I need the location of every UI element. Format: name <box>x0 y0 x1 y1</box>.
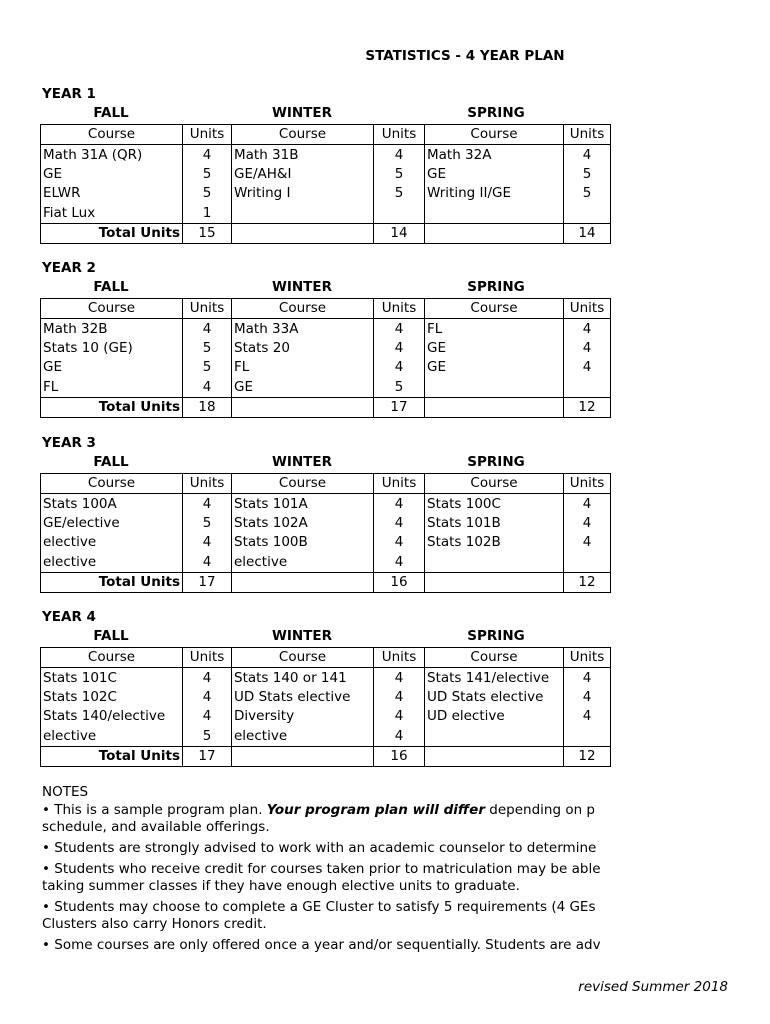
season-heading: WINTER <box>271 628 333 644</box>
total-units-label: Total Units <box>41 223 183 243</box>
course-cell: Stats 141/elective <box>425 668 564 688</box>
course-cell: Stats 102C <box>43 688 117 705</box>
header-course: Course <box>232 125 374 145</box>
total-units-value: 12 <box>564 746 611 766</box>
note-line <box>42 802 613 819</box>
course-cell: Math 31B <box>232 145 374 165</box>
total-row <box>41 572 611 592</box>
units-cell: 4 <box>183 533 232 552</box>
note-item <box>42 899 613 933</box>
units-cell <box>374 204 425 224</box>
course-cell: Writing II/GE <box>425 184 564 203</box>
units-cell: 5 <box>183 165 232 184</box>
table-header-row <box>41 648 611 668</box>
units-cell: 4 <box>564 319 611 339</box>
note-text: • Some courses are only offered once a year and/or sequentially. Students are adv <box>42 937 601 953</box>
course-cell: Stats 100C <box>425 494 564 514</box>
course-cell: GE/elective <box>43 514 120 531</box>
note-text: • Students may choose to complete a GE Cluster to satisfy 5 requirements (4 GEs <box>42 899 596 915</box>
units-cell: 4 <box>374 358 425 377</box>
units-cell: 4 <box>374 339 425 358</box>
units-cell: 5 <box>374 165 425 184</box>
total-spacer <box>425 397 564 417</box>
header-units: Units <box>564 299 611 319</box>
course-cell: Math 32A <box>425 145 564 165</box>
header-units: Units <box>564 125 611 145</box>
course-table <box>40 647 611 767</box>
header-course: Course <box>41 125 183 145</box>
table-row <box>41 688 611 707</box>
course-table <box>40 298 611 418</box>
table-header-row <box>41 125 611 145</box>
total-units-value: 12 <box>564 572 611 592</box>
course-cell: Stats 100B <box>232 533 374 552</box>
year-block <box>40 609 613 769</box>
season-heading: FALL <box>93 105 129 121</box>
course-cell <box>425 378 564 398</box>
table-row <box>41 358 611 377</box>
course-cell: GE <box>43 359 62 376</box>
year-block <box>40 435 613 595</box>
total-spacer <box>425 223 564 243</box>
course-cell: UD Stats elective <box>425 688 564 707</box>
table-row <box>41 378 611 398</box>
header-units: Units <box>374 299 425 319</box>
total-units-value: 17 <box>183 572 232 592</box>
table-row <box>41 553 611 573</box>
table-row <box>41 514 611 533</box>
total-units-value: 15 <box>183 223 232 243</box>
course-cell: Stats 100A <box>43 495 117 512</box>
note-line <box>42 840 613 857</box>
total-spacer <box>232 223 374 243</box>
units-cell: 5 <box>183 358 232 377</box>
note-text-cont: depending on p <box>484 802 595 818</box>
course-cell: Stats 140/elective <box>43 708 166 725</box>
total-row <box>41 223 611 243</box>
course-cell <box>425 553 564 573</box>
note-line <box>42 899 613 916</box>
course-table <box>40 473 611 593</box>
units-cell: 4 <box>374 727 425 747</box>
units-cell <box>564 553 611 573</box>
notes-list <box>42 802 613 954</box>
year-label: YEAR 2 <box>42 260 96 276</box>
total-units-label: Total Units <box>41 572 183 592</box>
course-cell: elective <box>232 553 374 573</box>
note-emphasis: Your program plan will differ <box>266 802 485 818</box>
total-units-value: 12 <box>564 397 611 417</box>
course-cell <box>232 204 374 224</box>
course-cell <box>425 204 564 224</box>
header-course: Course <box>425 474 564 494</box>
total-units-value: 18 <box>183 397 232 417</box>
course-cell: Stats 101C <box>43 669 117 686</box>
header-course: Course <box>425 299 564 319</box>
season-heading: SPRING <box>467 279 525 295</box>
units-cell: 4 <box>564 514 611 533</box>
season-heading: SPRING <box>467 454 525 470</box>
course-cell: GE <box>425 358 564 377</box>
table-row <box>41 319 611 339</box>
header-units: Units <box>183 474 232 494</box>
units-cell: 4 <box>374 688 425 707</box>
units-cell <box>564 727 611 747</box>
units-cell: 5 <box>183 339 232 358</box>
total-spacer <box>425 572 564 592</box>
units-cell: 5 <box>374 378 425 398</box>
total-spacer <box>425 746 564 766</box>
units-cell: 4 <box>374 553 425 573</box>
table-row <box>41 494 611 514</box>
units-cell: 4 <box>183 707 232 726</box>
header-course: Course <box>41 299 183 319</box>
units-cell: 5 <box>183 727 232 747</box>
season-heading: SPRING <box>467 628 525 644</box>
season-heading: FALL <box>93 628 129 644</box>
table-row <box>41 533 611 552</box>
header-course: Course <box>41 648 183 668</box>
year-block <box>40 86 613 246</box>
course-cell: FL <box>232 358 374 377</box>
units-cell: 4 <box>183 145 232 165</box>
total-row <box>41 746 611 766</box>
note-line-2: taking summer classes if they have enough elective units to graduate. <box>42 878 520 894</box>
page-title: STATISTICS - 4 YEAR PLAN <box>365 48 565 64</box>
note-line-2: Clusters also carry Honors credit. <box>42 916 267 932</box>
year-label: YEAR 1 <box>42 86 96 102</box>
course-cell: Stats 102B <box>425 533 564 552</box>
units-cell: 4 <box>374 514 425 533</box>
season-heading: WINTER <box>271 454 333 470</box>
note-line <box>42 937 613 954</box>
course-cell: elective <box>232 727 374 747</box>
header-units: Units <box>374 648 425 668</box>
units-cell: 5 <box>183 184 232 203</box>
units-cell: 4 <box>564 494 611 514</box>
notes-section <box>42 784 613 958</box>
note-item <box>42 840 613 857</box>
units-cell: 5 <box>564 165 611 184</box>
table-row <box>41 339 611 358</box>
header-units: Units <box>564 474 611 494</box>
course-cell: elective <box>43 534 97 551</box>
course-cell: Stats 101A <box>232 494 374 514</box>
course-cell: GE <box>425 339 564 358</box>
units-cell: 4 <box>183 668 232 688</box>
units-cell: 4 <box>183 688 232 707</box>
course-cell: UD Stats elective <box>232 688 374 707</box>
units-cell: 5 <box>564 184 611 203</box>
units-cell: 1 <box>183 204 232 224</box>
season-heading: SPRING <box>467 105 525 121</box>
units-cell: 4 <box>564 668 611 688</box>
header-course: Course <box>232 648 374 668</box>
units-cell <box>564 378 611 398</box>
course-cell: Stats 101B <box>425 514 564 533</box>
header-units: Units <box>374 474 425 494</box>
course-cell: Writing I <box>232 184 374 203</box>
table-header-row <box>41 474 611 494</box>
note-item <box>42 802 613 836</box>
course-cell: GE <box>232 378 374 398</box>
units-cell: 4 <box>374 668 425 688</box>
season-heading: FALL <box>93 454 129 470</box>
header-units: Units <box>183 299 232 319</box>
course-cell: FL <box>425 319 564 339</box>
header-course: Course <box>232 299 374 319</box>
table-header-row <box>41 299 611 319</box>
course-cell: Diversity <box>232 707 374 726</box>
header-units: Units <box>564 648 611 668</box>
units-cell: 4 <box>183 494 232 514</box>
table-row <box>41 145 611 165</box>
header-units: Units <box>183 648 232 668</box>
season-heading: FALL <box>93 279 129 295</box>
note-line-2: schedule, and available offerings. <box>42 819 270 835</box>
course-cell <box>425 727 564 747</box>
season-heading: WINTER <box>271 105 333 121</box>
total-spacer <box>232 397 374 417</box>
units-cell: 4 <box>564 358 611 377</box>
total-units-value: 17 <box>374 397 425 417</box>
note-item <box>42 861 613 895</box>
units-cell: 4 <box>183 319 232 339</box>
header-course: Course <box>41 474 183 494</box>
note-line <box>42 861 613 878</box>
note-text: • Students who receive credit for courses taken prior to matriculation may be able <box>42 861 601 877</box>
table-row <box>41 727 611 747</box>
units-cell: 4 <box>374 494 425 514</box>
units-cell: 5 <box>183 514 232 533</box>
total-units-label: Total Units <box>41 397 183 417</box>
year-label: YEAR 3 <box>42 435 96 451</box>
course-table <box>40 124 611 244</box>
total-units-value: 14 <box>374 223 425 243</box>
total-units-value: 16 <box>374 746 425 766</box>
total-units-value: 14 <box>564 223 611 243</box>
units-cell: 4 <box>374 145 425 165</box>
course-cell: GE/AH&I <box>232 165 374 184</box>
course-cell: elective <box>43 727 97 744</box>
year-label: YEAR 4 <box>42 609 96 625</box>
units-cell: 4 <box>564 707 611 726</box>
total-units-value: 16 <box>374 572 425 592</box>
units-cell: 4 <box>183 378 232 398</box>
table-row <box>41 668 611 688</box>
course-cell: Stats 140 or 141 <box>232 668 374 688</box>
units-cell: 5 <box>374 184 425 203</box>
header-course: Course <box>425 125 564 145</box>
total-spacer <box>232 746 374 766</box>
total-units-label: Total Units <box>41 746 183 766</box>
course-cell: GE <box>43 165 62 182</box>
total-spacer <box>232 572 374 592</box>
note-item <box>42 937 613 954</box>
header-course: Course <box>425 648 564 668</box>
course-cell: GE <box>425 165 564 184</box>
header-course: Course <box>232 474 374 494</box>
total-units-value: 17 <box>183 746 232 766</box>
total-row <box>41 397 611 417</box>
units-cell: 4 <box>564 688 611 707</box>
course-cell: Fiat Lux <box>43 204 96 221</box>
table-row <box>41 707 611 726</box>
units-cell: 4 <box>374 319 425 339</box>
header-units: Units <box>374 125 425 145</box>
note-text: • This is a sample program plan. <box>42 802 267 818</box>
revised-date: revised Summer 2018 <box>578 979 728 995</box>
table-row <box>41 184 611 203</box>
course-cell: Math 31A (QR) <box>43 146 143 163</box>
units-cell: 4 <box>374 707 425 726</box>
course-cell: FL <box>43 378 59 395</box>
units-cell <box>564 204 611 224</box>
units-cell: 4 <box>374 533 425 552</box>
header-units: Units <box>183 125 232 145</box>
notes-heading: NOTES <box>42 784 89 800</box>
course-cell: Stats 10 (GE) <box>43 339 133 356</box>
course-cell: Stats 20 <box>232 339 374 358</box>
units-cell: 4 <box>183 553 232 573</box>
units-cell: 4 <box>564 533 611 552</box>
units-cell: 4 <box>564 145 611 165</box>
table-row <box>41 204 611 224</box>
course-cell: ELWR <box>43 185 81 202</box>
course-cell: Math 33A <box>232 319 374 339</box>
course-cell: elective <box>43 553 97 570</box>
season-heading: WINTER <box>271 279 333 295</box>
note-text: • Students are strongly advised to work with an academic counselor to determine <box>42 840 597 856</box>
course-cell: Stats 102A <box>232 514 374 533</box>
course-cell: UD elective <box>425 707 564 726</box>
year-block <box>40 260 613 420</box>
course-cell: Math 32B <box>43 320 108 337</box>
table-row <box>41 165 611 184</box>
units-cell: 4 <box>564 339 611 358</box>
